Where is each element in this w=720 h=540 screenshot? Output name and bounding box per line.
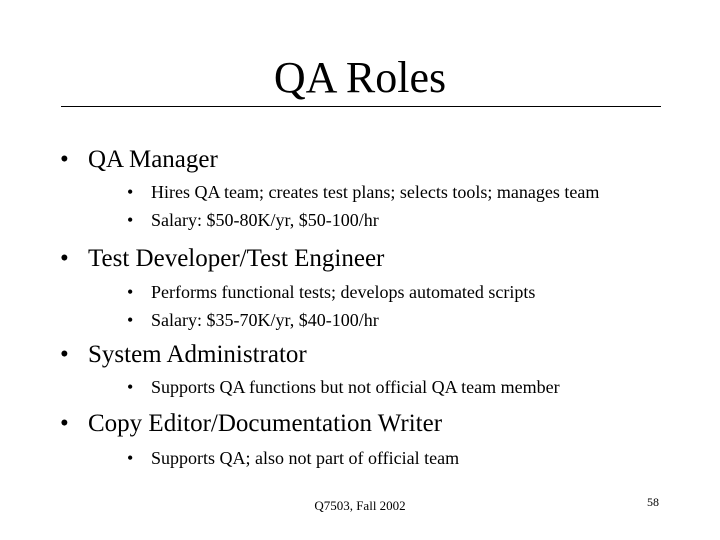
slide-title: QA Roles xyxy=(273,53,447,102)
slide-footer: Q7503, Fall 2002 xyxy=(314,498,406,513)
role-system-administrator xyxy=(60,340,307,370)
role-detail xyxy=(127,447,459,469)
bullet-icon: • xyxy=(127,182,134,202)
role-label: QA Manager xyxy=(88,146,218,173)
role-label: Copy Editor/Documentation Writer xyxy=(88,410,443,437)
role-detail xyxy=(127,309,379,331)
role-test-developer xyxy=(60,244,384,274)
role-detail xyxy=(127,181,599,203)
role-detail-text: Supports QA; also not part of official team xyxy=(151,448,460,468)
role-detail xyxy=(127,376,560,398)
page-number: 58 xyxy=(647,495,659,509)
role-qa-manager xyxy=(60,145,218,175)
role-detail xyxy=(127,209,379,231)
bullet-icon: • xyxy=(127,448,134,468)
title-divider xyxy=(61,106,661,107)
role-label: System Administrator xyxy=(88,341,307,368)
role-detail-text: Hires QA team; creates test plans; selects tools; manages team xyxy=(151,182,600,202)
role-detail xyxy=(127,281,535,303)
role-detail-text: Salary: $50-80K/yr, $50-100/hr xyxy=(151,210,379,230)
bullet-icon: • xyxy=(60,341,69,368)
role-label: Test Developer/Test Engineer xyxy=(88,245,385,272)
role-detail-text: Salary: $35-70K/yr, $40-100/hr xyxy=(151,310,379,330)
role-detail-text: Performs functional tests; develops automated scripts xyxy=(151,282,536,302)
role-detail-text: Supports QA functions but not official QA team member xyxy=(151,377,560,397)
bullet-icon: • xyxy=(60,410,69,437)
bullet-icon: • xyxy=(127,310,134,330)
bullet-icon: • xyxy=(127,210,134,230)
bullet-icon: • xyxy=(127,377,134,397)
bullet-icon: • xyxy=(60,146,69,173)
role-copy-editor xyxy=(60,409,442,439)
bullet-icon: • xyxy=(127,282,134,302)
bullet-icon: • xyxy=(60,245,69,272)
